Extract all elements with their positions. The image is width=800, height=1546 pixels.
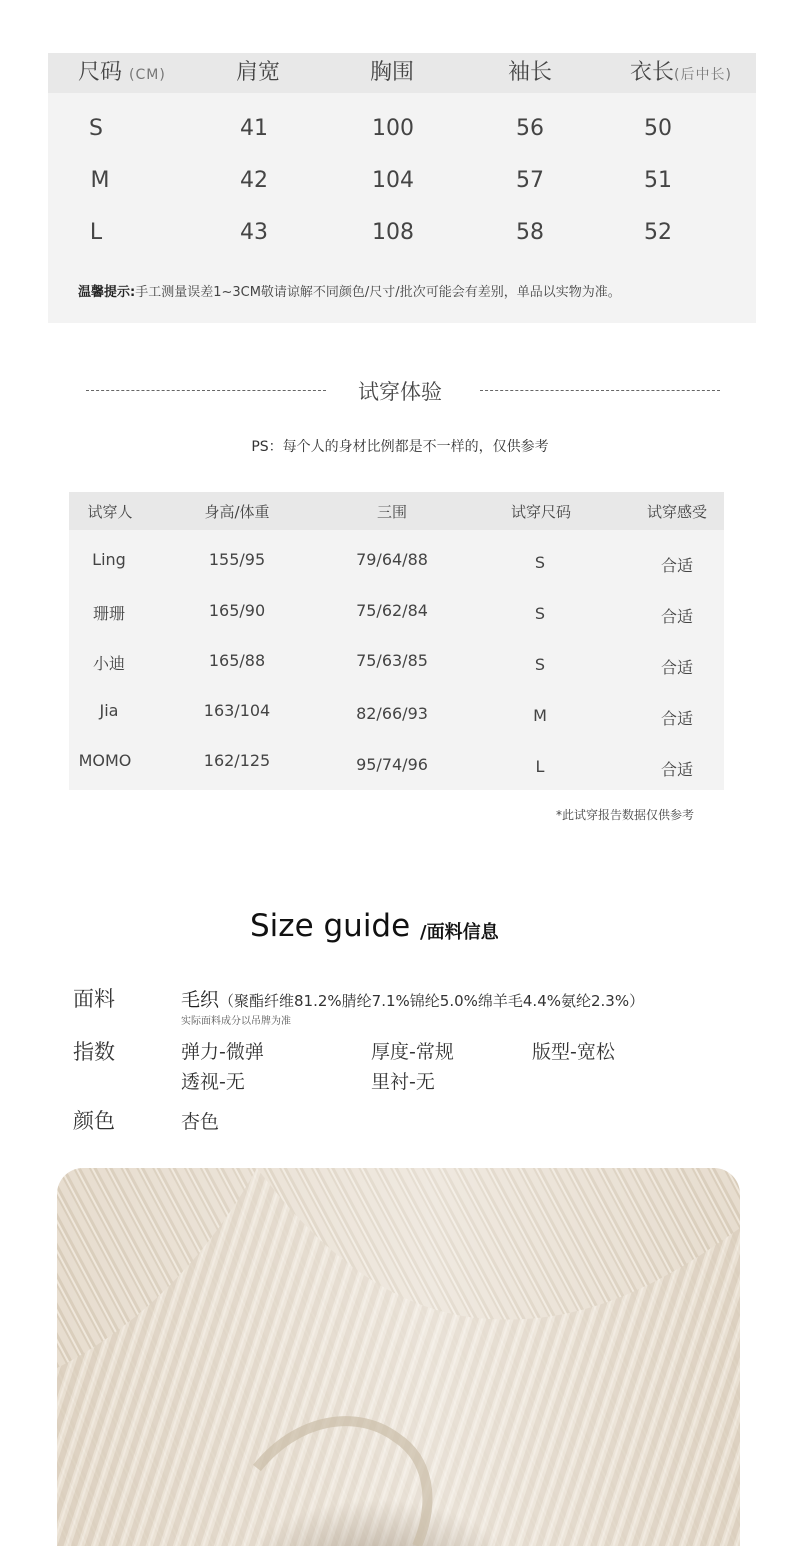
size-header-size: 尺码 (CM) — [78, 60, 166, 85]
size-table-header — [48, 53, 756, 93]
size-cell: 56 — [516, 116, 544, 141]
trial-title: 试穿体验 — [358, 380, 442, 404]
trial-header-feel: 试穿感受 — [646, 503, 707, 521]
size-table — [48, 53, 756, 323]
guide-subtitle: /面料信息 — [420, 922, 499, 943]
size-header-shoulder: 肩宽 — [235, 60, 280, 85]
size-cell: L — [89, 220, 103, 245]
trial-cell: L — [535, 757, 545, 776]
trial-cell: 95/74/96 — [356, 755, 428, 774]
size-header-chest: 胸围 — [369, 60, 414, 85]
trial-cell: 165/88 — [208, 651, 266, 670]
size-cell: 108 — [372, 220, 414, 245]
trial-cell: 合适 — [660, 760, 693, 779]
size-header-length: 衣长(后中长) — [630, 60, 732, 85]
index-lining: 里衬-无 — [371, 1071, 435, 1093]
trial-cell: 82/66/93 — [356, 704, 428, 723]
fabric-photo — [57, 1168, 740, 1546]
divider-right — [480, 390, 720, 391]
index-label: 指数 — [73, 1040, 115, 1064]
size-cell: 57 — [516, 168, 544, 193]
trial-cell: 165/90 — [208, 601, 266, 620]
trial-table-header — [69, 492, 724, 530]
fabric-note: 实际面料成分以吊牌为准 — [181, 1016, 291, 1027]
size-cell: 104 — [372, 168, 414, 193]
trial-footnote: *此试穿报告数据仅供参考 — [556, 808, 695, 822]
trial-table — [69, 492, 724, 790]
size-cell: M — [90, 168, 110, 193]
size-note: 温馨提示:手工测量误差1~3CM敬请谅解不同颜色/尺寸/批次可能会有差别，单品以实物为准。 — [78, 285, 621, 300]
index-elasticity: 弹力-微弹 — [181, 1041, 264, 1063]
trial-header-size: 试穿尺码 — [510, 503, 571, 521]
color-label: 颜色 — [73, 1109, 115, 1133]
trial-header-height-weight: 身高/体重 — [204, 503, 270, 521]
size-cell: 50 — [644, 116, 672, 141]
trial-cell: S — [534, 604, 546, 623]
trial-cell: S — [534, 655, 546, 674]
fabric-composition: （聚酯纤维81.2%腈纶7.1%锦纶5.0%绵羊毛4.4%氨纶2.3%） — [219, 992, 645, 1010]
trial-cell: 162/125 — [203, 751, 271, 770]
trial-ps-note: PS：每个人的身材比例都是不一样的，仅供参考 — [251, 439, 549, 455]
trial-header-measurements: 三围 — [376, 503, 407, 521]
trial-cell: Ling — [92, 550, 126, 569]
index-transparency: 透视-无 — [181, 1071, 245, 1093]
trial-cell: 小迪 — [92, 654, 125, 673]
size-cell: 51 — [644, 168, 672, 193]
color-value: 杏色 — [181, 1111, 220, 1133]
size-cell: 42 — [240, 168, 268, 193]
size-cell: 58 — [516, 220, 544, 245]
size-cell: S — [89, 116, 103, 141]
size-cell: 41 — [240, 116, 268, 141]
trial-cell: Jia — [99, 701, 119, 720]
trial-cell: 75/62/84 — [356, 601, 428, 620]
trial-cell: 合适 — [660, 607, 693, 626]
fabric-label: 面料 — [73, 987, 115, 1011]
divider-left — [86, 390, 326, 391]
fabric-info — [181, 985, 644, 1012]
trial-header-person: 试穿人 — [87, 503, 133, 521]
trial-cell: 75/63/85 — [356, 651, 428, 670]
knit-texture-image — [57, 1168, 740, 1546]
trial-cell: 163/104 — [203, 701, 271, 720]
trial-cell: 155/95 — [208, 550, 266, 569]
trial-cell: MOMO — [78, 751, 132, 770]
trial-cell: 79/64/88 — [356, 550, 428, 569]
size-header-sleeve: 袖长 — [507, 60, 552, 85]
size-cell: 43 — [240, 220, 268, 245]
fabric-name: 毛织 — [181, 989, 220, 1011]
trial-cell: M — [533, 706, 547, 725]
index-fit: 版型-宽松 — [532, 1041, 615, 1063]
guide-title: Size guide — [250, 908, 411, 944]
index-thickness: 厚度-常规 — [371, 1041, 454, 1063]
size-cell: 100 — [372, 116, 414, 141]
trial-cell: S — [534, 553, 546, 572]
trial-cell: 珊珊 — [92, 604, 125, 623]
trial-cell: 合适 — [660, 709, 693, 728]
size-cell: 52 — [644, 220, 672, 245]
trial-cell: 合适 — [660, 658, 693, 677]
trial-cell: 合适 — [660, 556, 693, 575]
